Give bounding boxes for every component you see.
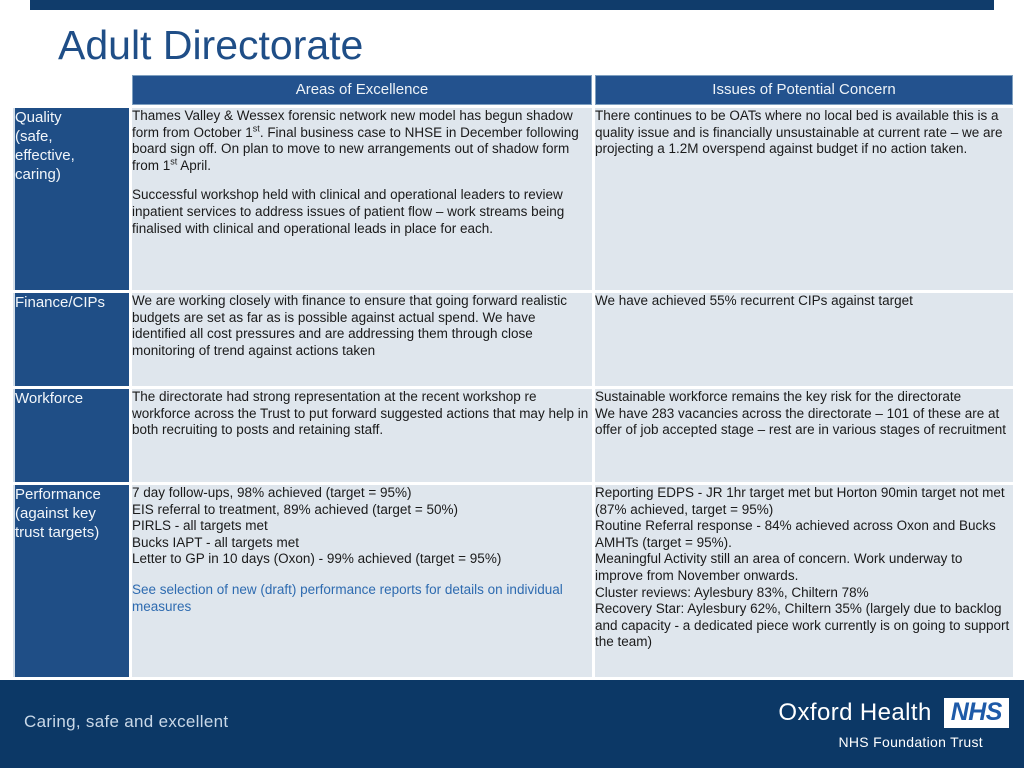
directorate-matrix-table: [10, 72, 1016, 680]
paragraph: Successful workshop held with clinical and operational leaders to review inpatient services to address issues of patient flow – work streams being finalised with clinical and operational leads in place for each.: [132, 187, 565, 236]
row-label-line: caring): [15, 166, 61, 183]
text-line: PIRLS - all targets met: [132, 518, 268, 534]
performance-reports-link[interactable]: See selection of new (draft) performance reports for details on individual measures: [132, 581, 563, 614]
row-label-line: effective,: [15, 147, 75, 164]
header-corner-cell: [13, 75, 129, 105]
footer-tagline: Caring, safe and excellent: [24, 712, 229, 731]
text-line: Sustainable workforce remains the key risk for the directorate: [595, 389, 962, 404]
text-line: 7 day follow-ups, 98% achieved (target = 95%): [132, 485, 412, 500]
logo-primary-row: [778, 698, 1009, 728]
cell-quality-concern: [595, 108, 1013, 290]
text-line: Meaningful Activity still an area of concern. Work underway to improve from November onwards.: [595, 551, 963, 583]
cell-finance-concern: [595, 293, 1013, 386]
row-label-line: Performance: [15, 486, 101, 503]
table-header-row: [13, 75, 1013, 105]
paragraph: There continues to be OATs where no local bed is available this is a quality issue and is financially unsustainable at current rate – we are projecting a 1.2M overspend against budget if no action taken.: [595, 108, 1003, 157]
table-row: [13, 108, 1013, 290]
text-line: Bucks IAPT - all targets met: [132, 534, 300, 550]
table-row: [13, 389, 1013, 482]
text-line: EIS referral to treatment, 89% achieved (target = 50%): [132, 501, 459, 517]
cell-performance-excellence: [132, 485, 592, 677]
row-label-workforce: Workforce: [13, 389, 129, 482]
nhs-trust-logo: [778, 698, 1009, 750]
header-issues-of-potential-concern: Issues of Potential Concern: [595, 75, 1013, 105]
table-row: [13, 293, 1013, 386]
cell-performance-concern: [595, 485, 1013, 677]
row-label-finance-cips: Finance/CIPs: [13, 293, 129, 386]
cell-workforce-excellence: [132, 389, 592, 482]
text-line: We have 283 vacancies across the directorate – 101 of these are at offer of job accepted stage – rest are in various stages of recruitment: [595, 405, 1006, 438]
cell-workforce-concern: [595, 389, 1013, 482]
paragraph: The directorate had strong representation at the recent workshop re workforce across the Trust to put forward suggested actions that may help in both recruiting to posts and retaining staff.: [132, 389, 589, 438]
top-accent-bar: [30, 0, 994, 10]
row-label-line: trust targets): [15, 524, 100, 541]
slide-footer: [0, 680, 1024, 768]
row-label-quality: [13, 108, 129, 290]
nhs-logo-icon: NHS: [944, 698, 1009, 728]
line-list: [595, 389, 1013, 439]
logo-trust-name: Oxford Health: [778, 699, 932, 726]
paragraph: We have achieved 55% recurrent CIPs against target: [595, 293, 913, 308]
row-label-line: (safe,: [15, 128, 53, 145]
row-label-performance: [13, 485, 129, 677]
cell-finance-excellence: [132, 293, 592, 386]
text-line: Reporting EDPS - JR 1hr target met but Horton 90min target not met (87% achieved, target = 95%): [595, 485, 1005, 517]
row-label-line: (against key: [15, 505, 96, 522]
row-label-line: Quality: [15, 109, 62, 126]
text-line: Cluster reviews: Aylesbury 83%, Chiltern 78%: [595, 584, 869, 600]
page-title: Adult Directorate: [58, 22, 364, 68]
text-line: Recovery Star: Aylesbury 62%, Chiltern 35% (largely due to backlog and capacity - a dedicated piece work currently is on going to support the team): [595, 601, 1010, 650]
line-list: [132, 485, 592, 568]
paragraph: We are working closely with finance to ensure that going forward realistic budgets are set as far as is possible against actual spend. We have identified all cost pressures and are addressing them through close monitoring of trend against actions taken: [132, 293, 567, 358]
text-line: Routine Referral response - 84% achieved across Oxon and Bucks AMHTs (target = 95%).: [595, 518, 996, 550]
paragraph: Thames Valley & Wessex forensic network new model has begun shadow form from October 1st. Final business case to NHSE in December following board sign off. On plan to move to new arrangements out of shadow form from 1st April.: [132, 108, 579, 173]
header-areas-of-excellence: Areas of Excellence: [132, 75, 592, 105]
table-row: [13, 485, 1013, 677]
text-line: Letter to GP in 10 days (Oxon) - 99% achieved (target = 95%): [132, 551, 502, 567]
cell-quality-excellence: [132, 108, 592, 290]
logo-subtitle: NHS Foundation Trust: [838, 734, 983, 750]
line-list: [595, 485, 1013, 651]
